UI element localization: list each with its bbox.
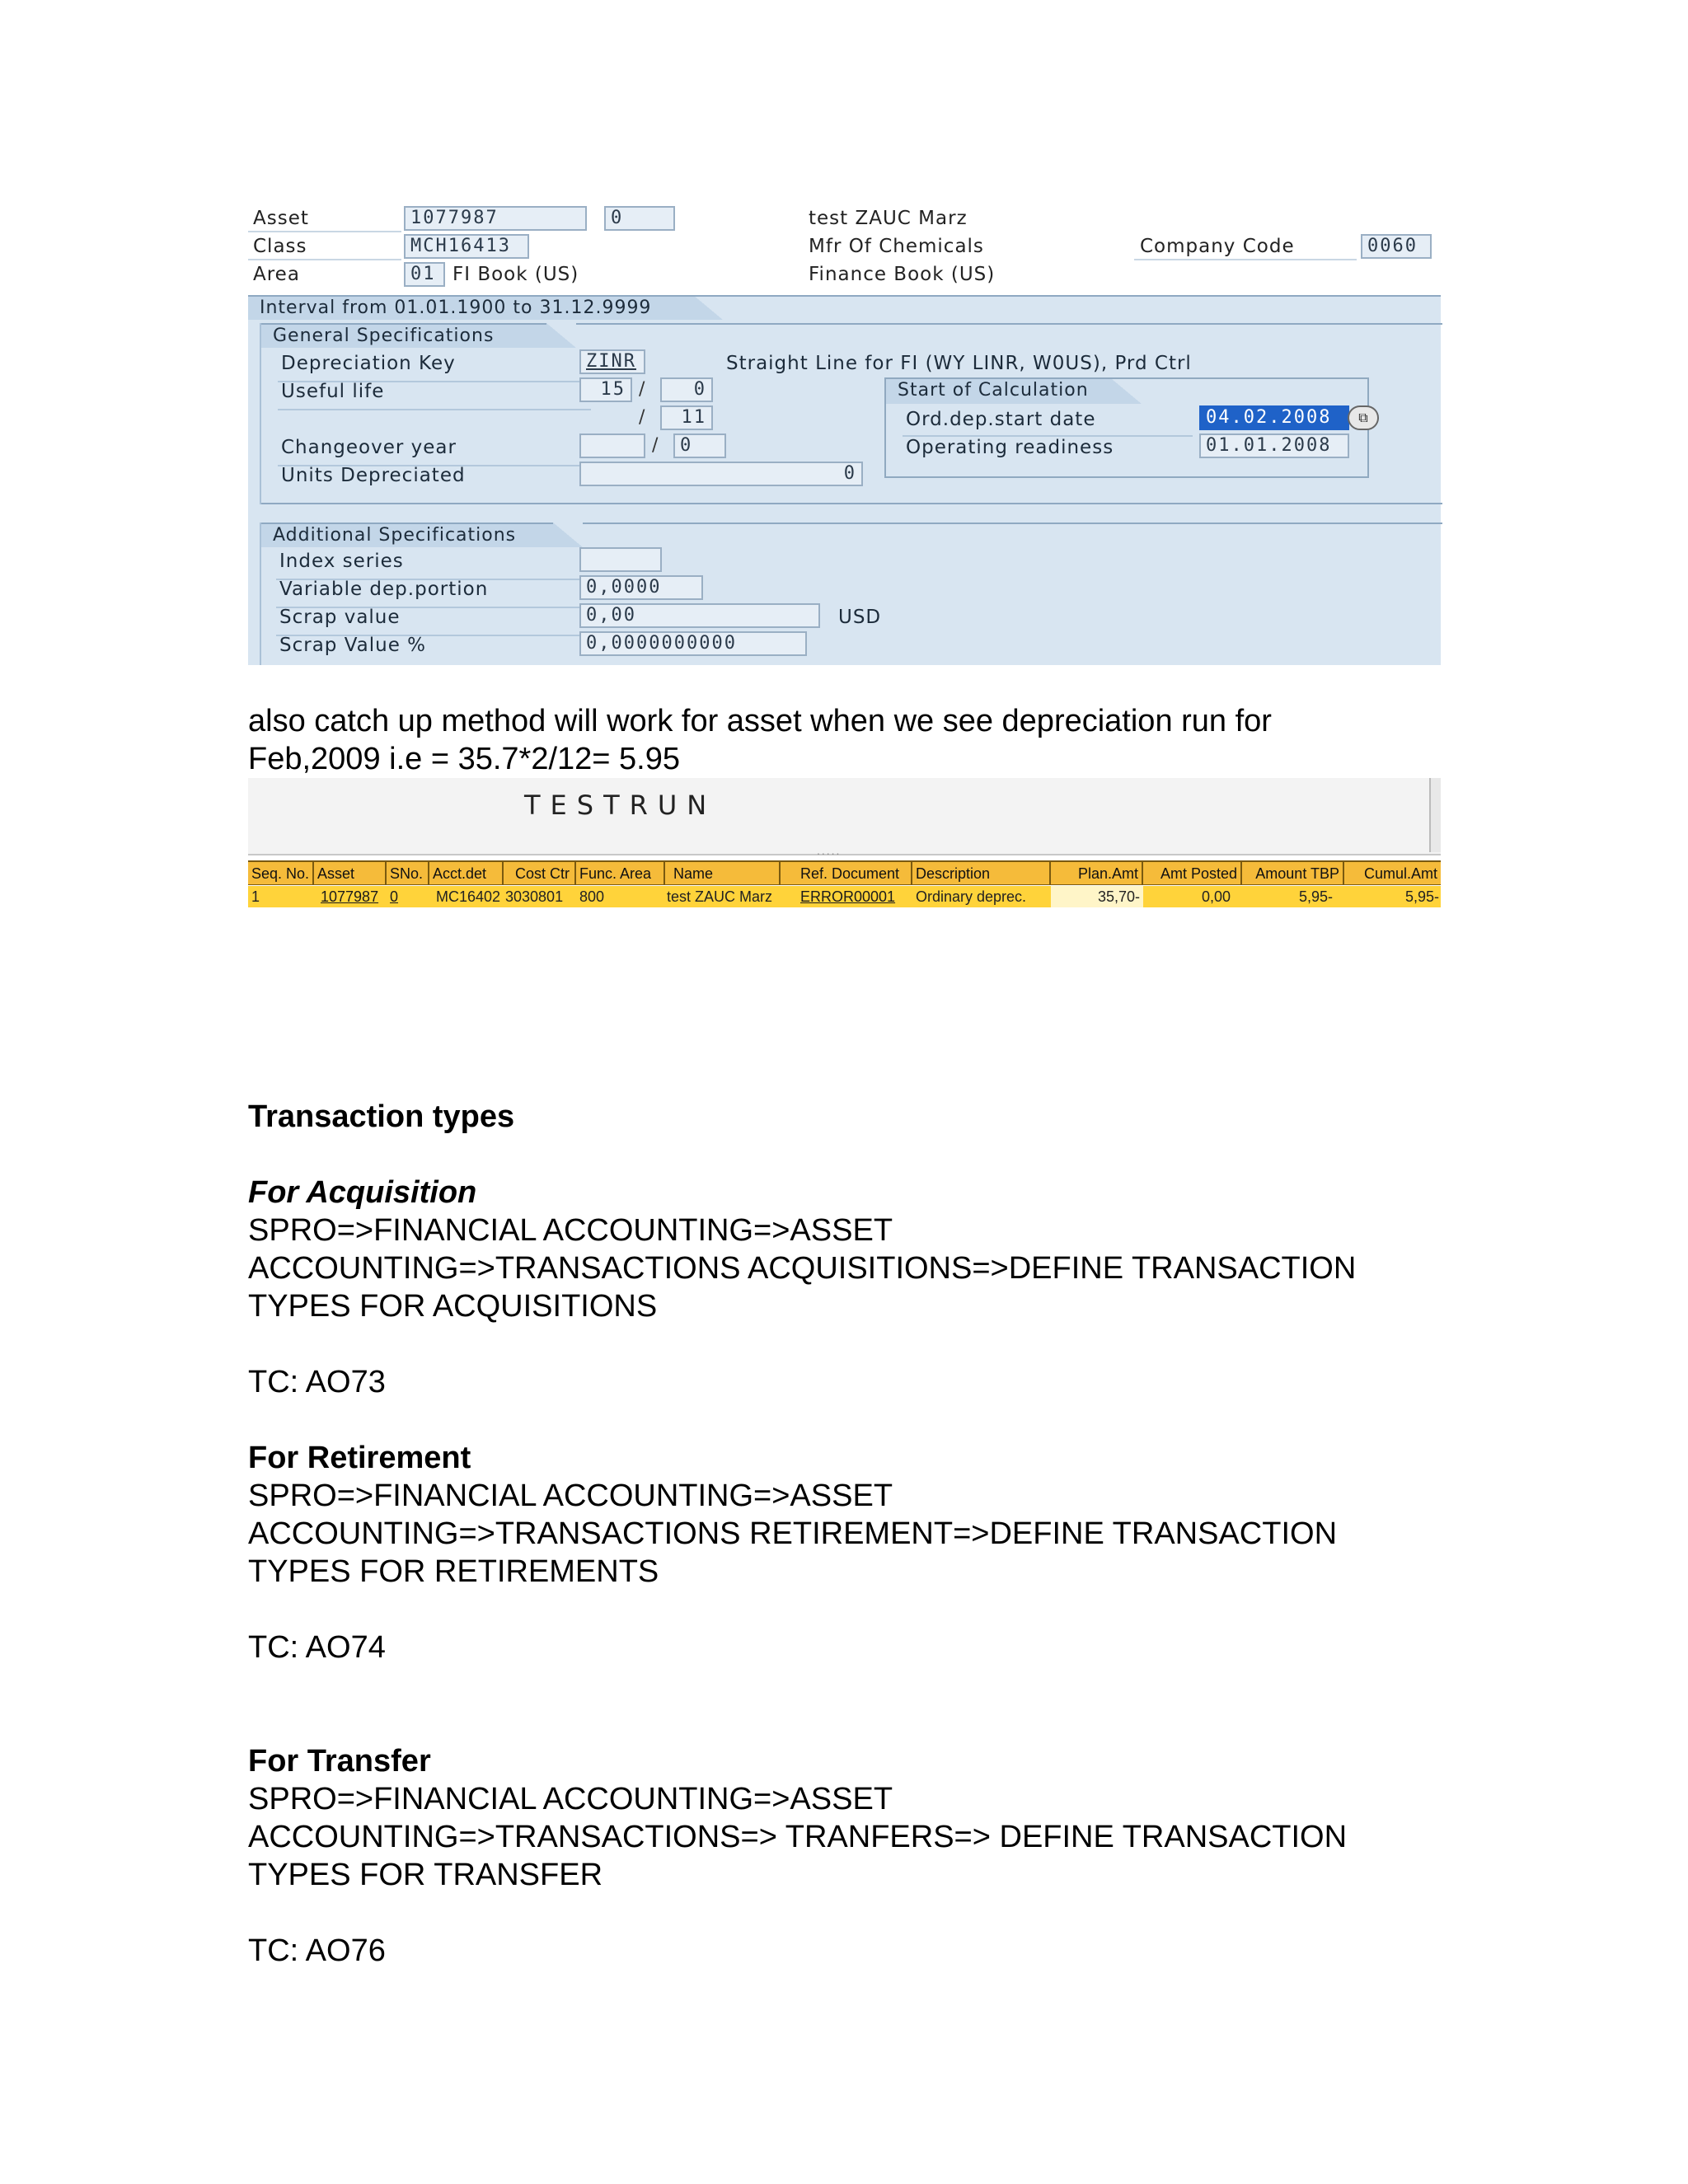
col-cumul-amt[interactable]: Cumul.Amt: [1363, 865, 1437, 882]
transfer-heading: For Transfer: [248, 1744, 431, 1779]
transfer-path-line2: ACCOUNTING=>TRANSACTIONS=> TRANFERS=> DEFINE TRANSACTION: [248, 1820, 1348, 1854]
tab-edge: [553, 523, 583, 547]
start-calc-title: Start of Calculation: [886, 379, 1112, 404]
asset-number-field[interactable]: 1077987: [404, 206, 587, 231]
variable-dep-label: Variable dep.portion: [279, 579, 489, 600]
col-acct-det[interactable]: Acct.det: [429, 862, 504, 885]
table-row[interactable]: [248, 886, 1441, 907]
ord-dep-start-field[interactable]: 04.02.2008: [1199, 405, 1349, 430]
asset-row: [248, 198, 1441, 229]
cell-plan-amt: 35,70-: [1051, 886, 1143, 907]
scrap-value-field[interactable]: 0,00: [579, 603, 820, 628]
group-border: [261, 503, 1442, 504]
acquisition-path-line2: ACCOUNTING=>TRANSACTIONS ACQUISITIONS=>DEFINE TRANSACTION: [248, 1251, 1357, 1286]
useful-life-years-field[interactable]: 15: [579, 377, 632, 402]
retirement-path-line1: SPRO=>FINANCIAL ACCOUNTING=>ASSET: [248, 1479, 893, 1513]
changeover-period-field[interactable]: 0: [673, 434, 726, 458]
class-label: Class: [253, 236, 307, 257]
divider: [278, 409, 591, 410]
operating-readiness-label: Operating readiness: [906, 437, 1114, 458]
scrap-value-pct-label: Scrap Value %: [279, 635, 427, 656]
cell-amt-posted: 0,00: [1201, 888, 1231, 905]
group-border: [583, 523, 1442, 524]
retirement-tcode: TC: AO74: [248, 1630, 386, 1665]
ord-dep-start-label: Ord.dep.start date: [906, 409, 1096, 430]
cell-acct-det: MC16402: [436, 888, 501, 905]
tab-edge: [546, 323, 576, 348]
detail-tab-area: [248, 295, 1441, 665]
dep-key-description: Straight Line for FI (WY LINR, W0US), Prd Ctrl: [726, 353, 1192, 374]
variable-dep-field[interactable]: 0,0000: [579, 575, 703, 600]
col-amount-tbp[interactable]: Amount TBP: [1242, 862, 1344, 885]
index-series-field[interactable]: [579, 547, 662, 572]
retirement-path-line2: ACCOUNTING=>TRANSACTIONS RETIREMENT=>DEFINE TRANSACTION: [248, 1516, 1338, 1551]
cell-seq-no: 1: [251, 888, 260, 905]
acquisition-path-line3: TYPES FOR ACQUISITIONS: [248, 1289, 658, 1324]
changeover-year-field[interactable]: [579, 434, 645, 458]
tab-edge: [1112, 379, 1142, 404]
col-func-area[interactable]: Func. Area: [576, 862, 665, 885]
tab-border: [248, 295, 1441, 297]
scrap-value-pct-field[interactable]: 0,0000000000: [579, 631, 807, 656]
start-of-calculation-box: [884, 377, 1369, 478]
class-row: [248, 226, 1441, 257]
tab-edge: [693, 295, 723, 320]
testrun-header: [248, 778, 1441, 855]
slash: /: [652, 435, 659, 456]
catch-up-text-line1: also catch up method will work for asset when we see depreciation run for: [248, 704, 1272, 738]
calendar-help-icon[interactable]: ⧉: [1348, 405, 1379, 430]
operating-readiness-field[interactable]: 01.01.2008: [1199, 434, 1349, 458]
transfer-path-line1: SPRO=>FINANCIAL ACCOUNTING=>ASSET: [248, 1782, 893, 1816]
col-seq-no[interactable]: Seq. No.: [248, 862, 314, 885]
asset-subnumber-field[interactable]: 0: [604, 206, 675, 231]
general-spec-title: General Specifications: [261, 323, 546, 348]
index-series-label: Index series: [279, 551, 404, 572]
transfer-path-line3: TYPES FOR TRANSFER: [248, 1858, 603, 1892]
asset-master-screenshot: [248, 198, 1441, 665]
dep-key-field[interactable]: ZINR: [579, 349, 645, 374]
testrun-title: TESTRUN: [524, 790, 717, 821]
cell-name: test ZAUC Marz: [667, 888, 773, 905]
cell-cost-ctr: 3030801: [505, 888, 564, 905]
group-border: [576, 323, 1442, 325]
col-sno[interactable]: SNo.: [387, 862, 429, 885]
testrun-screenshot: [248, 778, 1441, 910]
col-plan-amt[interactable]: Plan.Amt: [1051, 862, 1143, 885]
area-name: FI Book (US): [452, 264, 579, 285]
cell-ref-document-link[interactable]: ERROR00001: [800, 888, 896, 905]
col-asset[interactable]: Asset: [314, 862, 387, 885]
transfer-tcode: TC: AO76: [248, 1933, 386, 1968]
tab-interval[interactable]: Interval from 01.01.1900 to 31.12.9999: [248, 295, 693, 320]
acquisition-tcode: TC: AO73: [248, 1365, 386, 1399]
slash: /: [639, 379, 645, 400]
cell-amount-tbp: 5,95-: [1298, 888, 1333, 905]
changeover-label: Changeover year: [281, 437, 457, 458]
scrap-value-label: Scrap value: [279, 607, 401, 628]
asset-class-field[interactable]: MCH16413: [404, 234, 529, 259]
useful-life-label: Useful life: [281, 381, 385, 402]
asset-label: Asset: [253, 208, 309, 229]
col-name[interactable]: Name: [665, 862, 781, 885]
units-depreciated-label: Units Depreciated: [281, 465, 466, 486]
retirement-heading: For Retirement: [248, 1441, 471, 1475]
cell-description: Ordinary deprec.: [916, 888, 1027, 905]
splitter-handle[interactable]: .....: [817, 844, 842, 857]
col-cost-ctr[interactable]: Cost Ctr: [504, 862, 576, 885]
additional-spec-title: Additional Specifications: [261, 523, 553, 547]
transaction-types-heading: Transaction types: [248, 1099, 515, 1134]
area-field[interactable]: 01: [404, 262, 445, 287]
class-description: Mfr Of Chemicals: [809, 236, 984, 257]
col-ref-document[interactable]: Ref. Document: [781, 862, 912, 885]
cell-cumul-amt: 5,95-: [1404, 888, 1439, 905]
units-depreciated-field[interactable]: 0: [579, 462, 863, 486]
cell-asset-link[interactable]: 1077987: [321, 888, 379, 905]
scrollbar[interactable]: [1429, 778, 1441, 852]
catch-up-text-line2: Feb,2009 i.e = 35.7*2/12= 5.95: [248, 742, 680, 776]
dep-key-label: Depreciation Key: [281, 353, 456, 374]
retirement-path-line3: TYPES FOR RETIREMENTS: [248, 1554, 659, 1589]
grid-header-row: [248, 860, 1441, 885]
area-description: Finance Book (US): [809, 264, 996, 285]
additional-spec-group: [260, 523, 1441, 665]
acquisition-heading: For Acquisition: [248, 1175, 477, 1210]
area-label: Area: [253, 264, 300, 285]
expired-periods-field[interactable]: 11: [660, 405, 713, 430]
company-code-field[interactable]: 0060: [1361, 234, 1432, 259]
area-row: [248, 254, 1441, 285]
company-code-label: Company Code: [1140, 236, 1295, 257]
acquisition-path-line1: SPRO=>FINANCIAL ACCOUNTING=>ASSET: [248, 1213, 893, 1248]
useful-life-periods-field[interactable]: 0: [660, 377, 713, 402]
scrap-currency: USD: [838, 607, 882, 628]
asset-description: test ZAUC Marz: [809, 208, 968, 229]
col-description[interactable]: Description: [912, 862, 1051, 885]
cell-sno-link[interactable]: 0: [390, 888, 399, 905]
cell-func-area: 800: [579, 888, 605, 905]
general-spec-group: [260, 323, 1441, 504]
col-amt-posted[interactable]: Amt Posted: [1143, 862, 1242, 885]
slash: /: [639, 407, 645, 428]
